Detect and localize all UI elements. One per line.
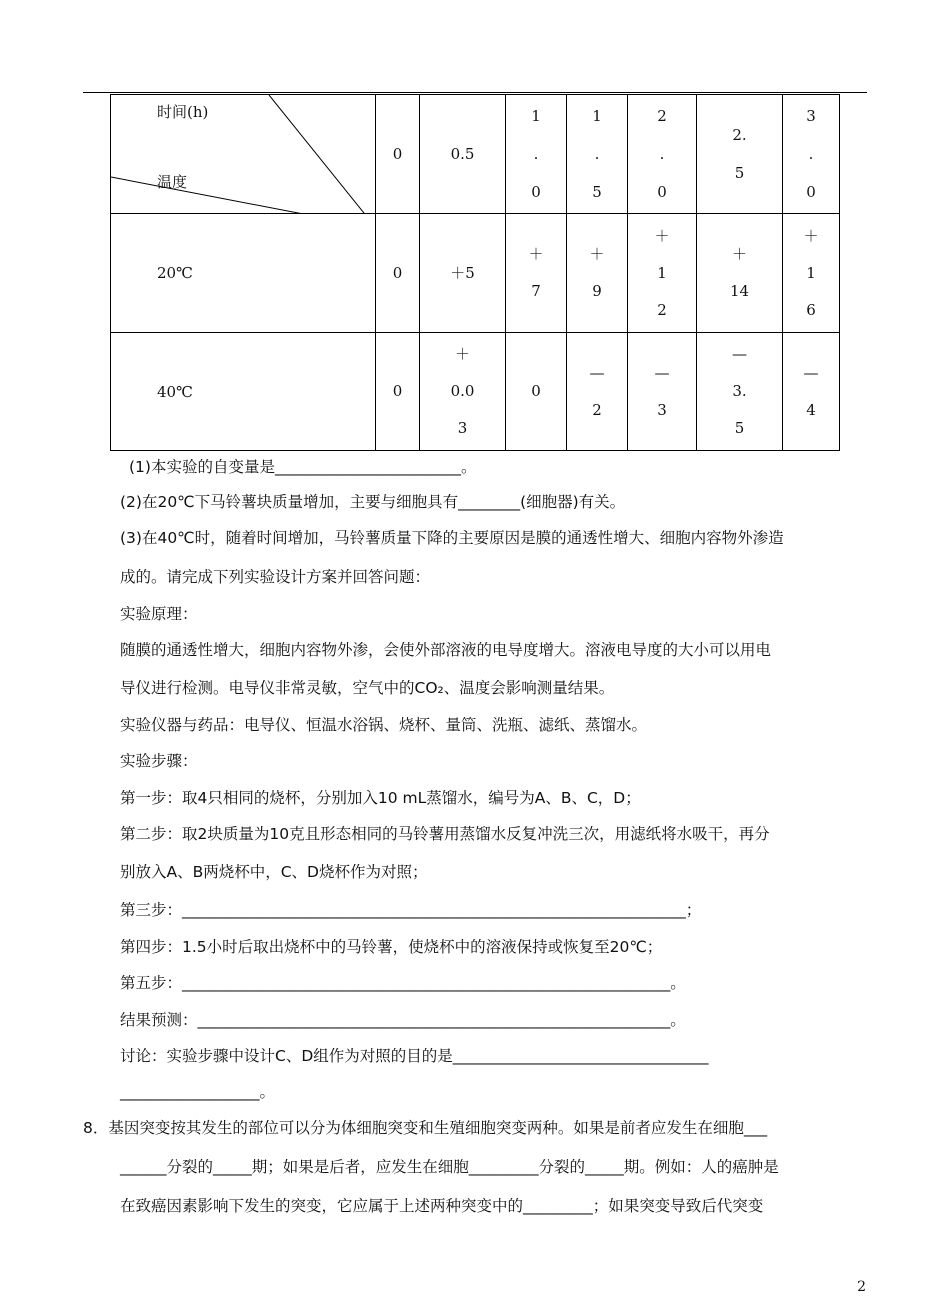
- cell-40c-3: — 2: [567, 333, 628, 451]
- discussion-line-2: __________________。: [120, 1083, 276, 1101]
- steps-title: 实验步骤：: [120, 752, 198, 770]
- question-8-line-1: 8．基因突变按其发生的部位可以分为体细胞突变和生殖细胞突变两种。如果是前者应发生在细胞___: [83, 1119, 768, 1137]
- question-3-line-2: 成的。请完成下列实验设计方案并回答问题：: [120, 568, 431, 586]
- question-8-line-2: ______分裂的_____期；如果是后者，应发生在细胞_________分裂的_____期。例如：人的癌肿是: [120, 1158, 779, 1176]
- row-label-40c: 40℃: [111, 333, 376, 451]
- cell-20c-5: ＋ 14: [697, 214, 783, 333]
- table-row-20c: [111, 214, 840, 333]
- step-5: 第五步：_______________________________________________________________。: [120, 974, 686, 992]
- table-header-row: [111, 95, 840, 214]
- page-number: 2: [857, 1279, 866, 1295]
- step-3: 第三步：_________________________________________________________________；: [120, 901, 702, 919]
- instruments: 实验仪器与药品：电导仪、恒温水浴锅、烧杯、量筒、洗瓶、滤纸、蒸馏水。: [120, 716, 648, 734]
- step-1: 第一步：取4只相同的烧杯，分别加入10 mL蒸馏水，编号为A、B、C，D；: [120, 789, 641, 807]
- principle-title: 实验原理：: [120, 605, 198, 623]
- cell-40c-2: 0: [506, 333, 567, 451]
- cell-20c-6: ＋ 1 6: [783, 214, 840, 333]
- header-temp-label: 温度: [157, 173, 188, 191]
- principle-line-1: 随膜的通透性增大，细胞内容物外渗，会使外部溶液的电导度增大。溶液电导度的大小可以用电: [120, 641, 772, 659]
- time-col-1: 0.5: [420, 95, 506, 214]
- cell-40c-0: 0: [376, 333, 420, 451]
- discussion-line-1: 讨论：实验步骤中设计C、D组作为对照的目的是_________________________________: [120, 1047, 709, 1065]
- row-label-20c: 20℃: [111, 214, 376, 333]
- time-col-2: 1 . 0: [506, 95, 567, 214]
- step-2-line-1: 第二步：取2块质量为10克且形态相同的马铃薯用蒸馏水反复冲洗三次，用滤纸将水吸干，再分: [120, 825, 770, 843]
- question-1: (1)本实验的自变量是________________________。: [129, 458, 477, 476]
- time-col-4: 2 . 0: [628, 95, 697, 214]
- time-col-5: 2. 5: [697, 95, 783, 214]
- time-col-0: 0: [376, 95, 420, 214]
- time-col-6: 3 . 0: [783, 95, 840, 214]
- cell-40c-1: ＋ 0.0 3: [420, 333, 506, 451]
- cell-20c-1: ＋5: [420, 214, 506, 333]
- question-3-line-1: (3)在40℃时，随着时间增加，马铃薯质量下降的主要原因是膜的通透性增大、细胞内容物外渗造: [120, 529, 784, 547]
- header-time-label: 时间(h): [157, 103, 209, 121]
- cell-20c-3: ＋ 9: [567, 214, 628, 333]
- diagonal-header-cell: [111, 95, 376, 214]
- question-8-line-3: 在致癌因素影响下发生的突变，它应属于上述两种突变中的_________；如果突变导致后代突变: [120, 1197, 764, 1215]
- table-row-40c: [111, 333, 840, 451]
- principle-line-2: 导仪进行检测。电导仪非常灵敏，空气中的CO₂、温度会影响测量结果。: [120, 679, 615, 697]
- diagonal-lines: [111, 95, 376, 214]
- cell-40c-4: — 3: [628, 333, 697, 451]
- cell-20c-4: ＋ 1 2: [628, 214, 697, 333]
- time-col-3: 1 . 5: [567, 95, 628, 214]
- cell-40c-5: — 3. 5: [697, 333, 783, 451]
- cell-40c-6: — 4: [783, 333, 840, 451]
- result-prediction: 结果预测：_____________________________________________________________。: [120, 1011, 686, 1029]
- step-2-line-2: 别放入A、B两烧杯中，C、D烧杯作为对照；: [120, 863, 428, 881]
- header-rule: [83, 92, 867, 93]
- cell-20c-0: 0: [376, 214, 420, 333]
- step-4: 第四步：1.5小时后取出烧杯中的马铃薯，使烧杯中的溶液保持或恢复至20℃；: [120, 938, 663, 956]
- question-2: (2)在20℃下马铃薯块质量增加，主要与细胞具有________(细胞器)有关。: [120, 493, 626, 511]
- cell-20c-2: ＋ 7: [506, 214, 567, 333]
- data-table: [110, 94, 840, 451]
